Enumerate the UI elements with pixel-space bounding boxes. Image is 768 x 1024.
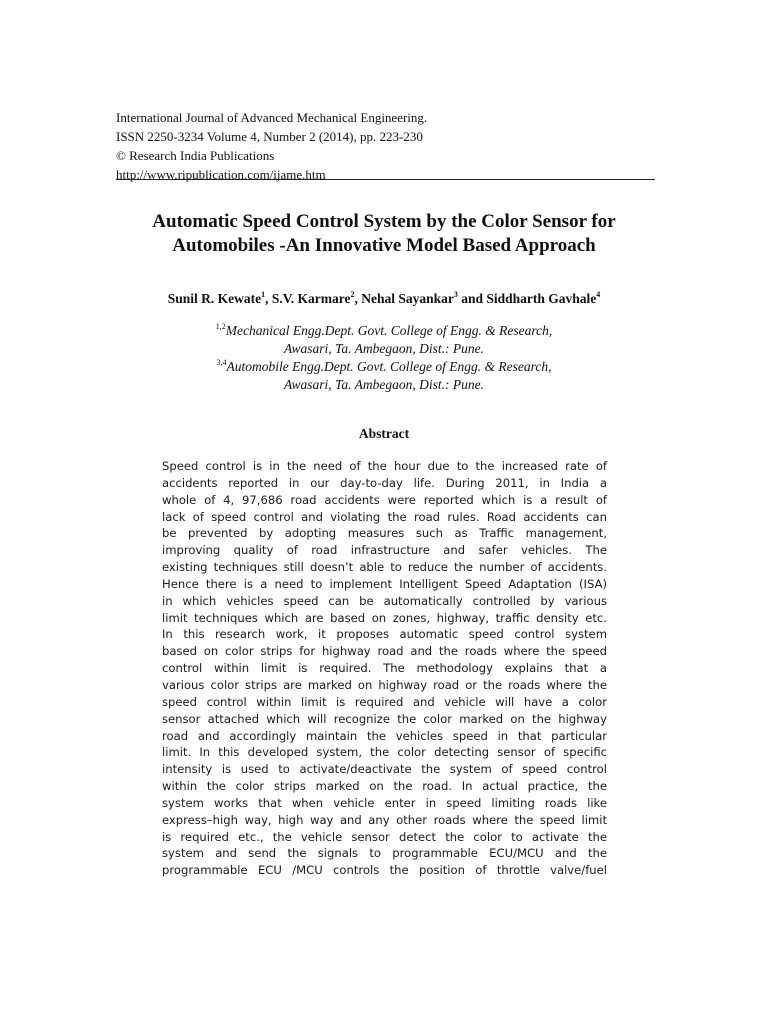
abstract-line: lack of speed control and violating the road rules. Road accidents can — [162, 509, 607, 524]
affiliations — [96, 322, 672, 394]
abstract-line: in which vehicles speed can be automatically controlled by various — [162, 593, 607, 608]
abstract-line: is required etc., the vehicle sensor detect the color to activate the — [162, 829, 607, 844]
author-separator: , — [265, 291, 272, 306]
abstract-line: within the color strips marked on the road. In actual practice, the — [162, 779, 607, 794]
abstract-line: various color strips are marked on highway road or the roads where the — [162, 677, 607, 692]
abstract-line: existing techniques still doesn’t able to reduce the number of accidents. — [162, 560, 607, 575]
journal-name: International Journal of Advanced Mechanical Engineering. — [116, 110, 428, 125]
author-affil-mark: 3 — [453, 290, 458, 299]
affiliation-address: Awasari, Ta. Ambegaon, Dist.: Pune. — [284, 341, 484, 356]
abstract-line: be prevented by adopting measures such as Traffic management, — [162, 526, 607, 541]
abstract-line: based on color strips for highway road and the roads where the speed — [162, 644, 607, 659]
abstract-line: road and accordingly maintain the vehicles speed in that particular — [162, 728, 607, 743]
abstract-line: express–high way, high way and any other roads where the speed limit — [162, 812, 607, 827]
affiliation-line — [96, 322, 672, 340]
abstract-line: programmable ECU /MCU controls the position of throttle valve/fuel — [162, 863, 607, 878]
title-line-1: Automatic Speed Control System by the Color Sensor for — [152, 211, 616, 232]
author-list — [96, 290, 672, 308]
abstract-line: system and send the signals to programmable ECU/MCU and the — [162, 846, 607, 861]
publisher-line: © Research India Publications — [116, 148, 275, 163]
paper-title — [96, 210, 672, 258]
abstract-body — [162, 458, 607, 879]
journal-header — [116, 108, 656, 184]
affiliation-dept: Mechanical Engg.Dept. Govt. College of Engg. & Research, — [225, 323, 553, 338]
abstract-line: limit. In this developed system, the color detecting sensor of specific — [162, 745, 607, 760]
issn-line: ISSN 2250-3234 Volume 4, Number 2 (2014), pp. 223-230 — [116, 129, 423, 144]
affiliation-mark: 1,2 — [215, 322, 226, 331]
abstract-line: speed control within limit is required and vehicle will have a color — [162, 694, 607, 709]
abstract-line: Hence there is a need to implement Intelligent Speed Adaptation (ISA) — [162, 576, 607, 591]
abstract-heading: Abstract — [358, 426, 410, 441]
author-affil-mark: 2 — [350, 290, 355, 299]
author-name: S.V. Karmare — [271, 291, 351, 306]
abstract-line: In this research work, it proposes automatic speed control system — [162, 627, 607, 642]
author-affil-mark: 4 — [596, 290, 601, 299]
author-name: Sunil R. Kewate — [167, 291, 262, 306]
abstract-line: system works that when vehicle enter in speed limiting roads like — [162, 795, 607, 810]
author-name: Nehal Sayankar — [361, 291, 454, 306]
abstract-line: control within limit is required. The methodology explains that a — [162, 661, 607, 676]
author-separator: , — [354, 291, 362, 306]
journal-url[interactable]: http://www.ripublication.com/ijame.htm — [116, 167, 326, 182]
abstract-line: limit techniques which are based on zones, highway, traffic density etc. — [162, 610, 607, 625]
affiliation-mark: 3,4 — [216, 358, 227, 367]
abstract-line: accidents reported in our day-to-day life. During 2011, in India a — [162, 475, 607, 490]
affiliation-address: Awasari, Ta. Ambegaon, Dist.: Pune. — [284, 377, 484, 392]
title-line-2: Automobiles -An Innovative Model Based Approach — [172, 235, 596, 256]
author-separator: and — [457, 291, 487, 306]
abstract-line: improving quality of road infrastructure and safer vehicles. The — [162, 543, 607, 558]
abstract-line: intensity is used to activate/deactivate the system of speed control — [162, 762, 607, 777]
abstract-line: sensor attached which will recognize the color marked on the highway — [162, 711, 607, 726]
affiliation-line — [96, 358, 672, 376]
header-divider — [116, 179, 655, 180]
abstract-line: Speed control is in the need of the hour due to the increased rate of — [162, 459, 607, 473]
author-affil-mark: 1 — [261, 290, 266, 299]
affiliation-dept: Automobile Engg.Dept. Govt. College of Engg. & Research, — [226, 359, 552, 374]
author-name: Siddharth Gavhale — [486, 291, 597, 306]
abstract-line: whole of 4, 97,686 road accidents were reported which is a result of — [162, 492, 607, 507]
